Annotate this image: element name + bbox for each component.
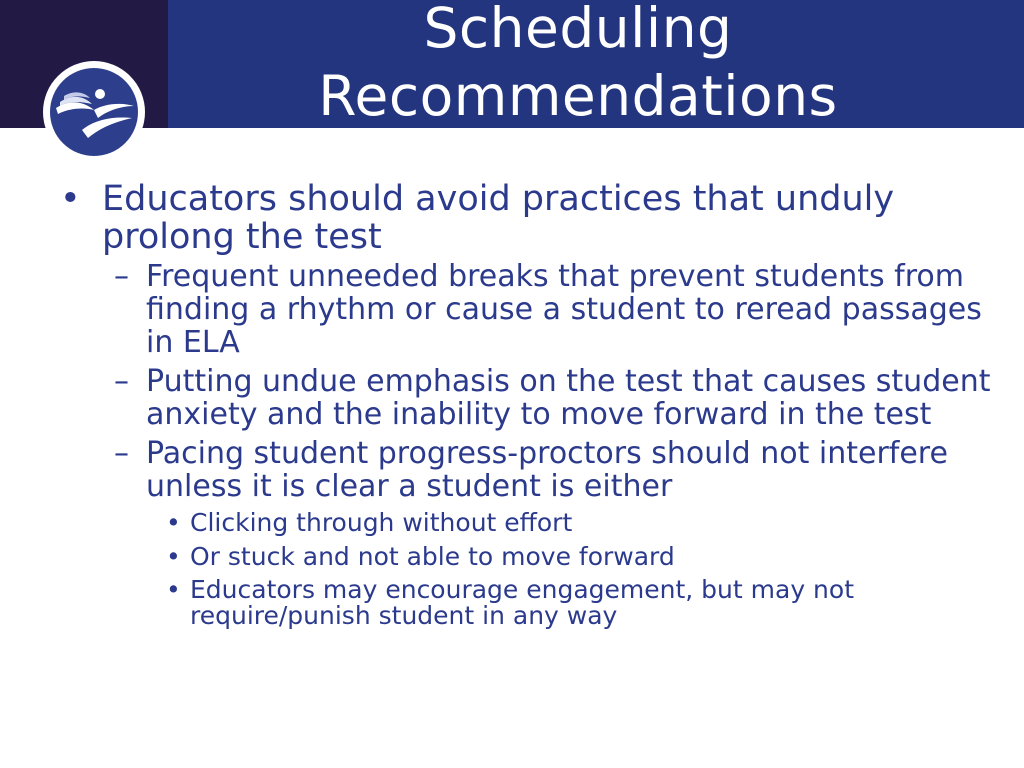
title-line-1: Scheduling	[423, 0, 733, 60]
bullet-list	[56, 180, 996, 635]
bullet-text: Educators may encourage engagement, but may not require/punish student in any way	[190, 575, 855, 630]
bullet-marker: •	[166, 508, 181, 537]
dash-marker: –	[114, 364, 129, 399]
bullet-text: Educators should avoid practices that unduly prolong the test	[102, 179, 895, 257]
bullet-level-3	[56, 577, 996, 629]
bullet-text: Or stuck and not able to move forward	[190, 542, 675, 571]
bullet-level-2	[56, 437, 996, 503]
bullet-marker: •	[166, 542, 181, 571]
dash-marker: –	[114, 259, 129, 294]
bullet-level-3	[56, 543, 996, 571]
bullet-marker: •	[166, 575, 181, 604]
bullet-level-2	[56, 365, 996, 431]
slide-title	[168, 0, 988, 130]
book-swoosh-logo-icon	[42, 60, 146, 164]
bullet-text: Putting undue emphasis on the test that causes student anxiety and the inability to move forward in the test	[146, 364, 991, 432]
bullet-level-2	[56, 260, 996, 359]
bullet-level-1	[56, 180, 996, 256]
title-line-2: Recommendations	[318, 64, 838, 128]
bullet-text: Pacing student progress-proctors should not interfere unless it is clear a student is either	[146, 436, 948, 504]
bullet-marker: •	[60, 179, 81, 219]
bullet-text: Clicking through without effort	[190, 508, 573, 537]
dash-marker: –	[114, 436, 129, 471]
bullet-level-3	[56, 509, 996, 537]
bullet-text: Frequent unneeded breaks that prevent students from finding a rhythm or cause a student to reread passages in ELA	[146, 259, 982, 360]
